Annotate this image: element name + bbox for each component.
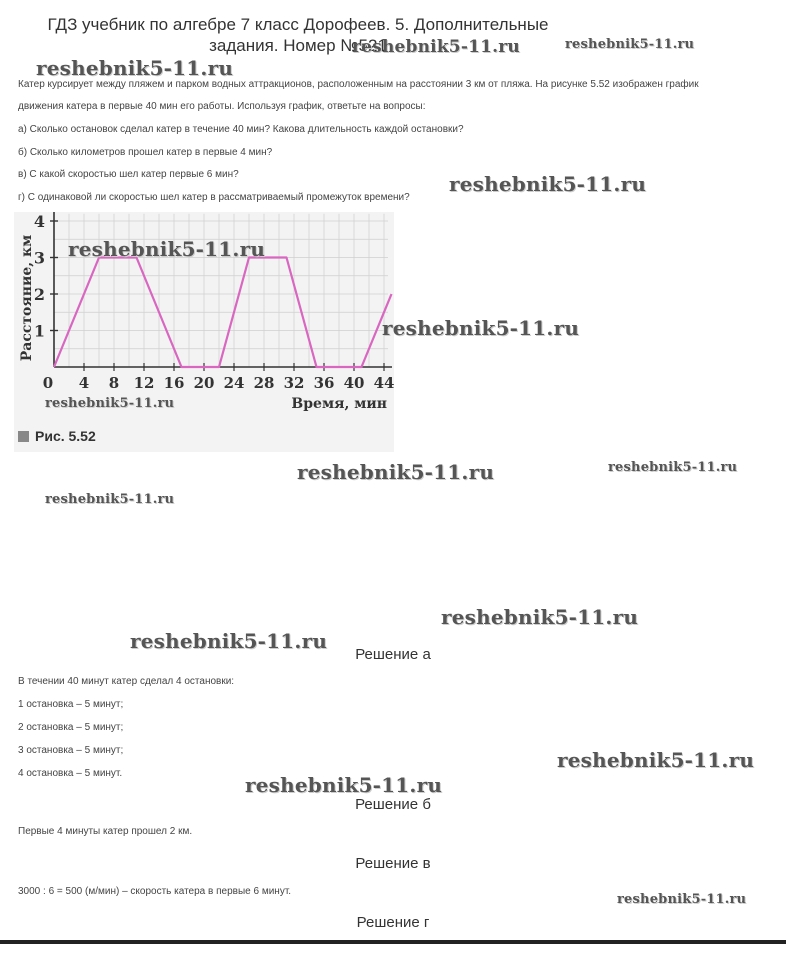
watermark: reshebnik5-11.ru: [565, 37, 695, 52]
x-tick-label: 32: [283, 374, 305, 392]
watermark: reshebnik5-11.ru: [608, 460, 738, 475]
watermark: reshebnik5-11.ru: [297, 460, 495, 484]
x-tick-label: 0: [42, 374, 54, 392]
bottom-divider: [0, 940, 786, 944]
solution-a-heading: Решение а: [355, 646, 431, 663]
solution-a-line: 1 остановка – 5 минут;: [18, 699, 124, 710]
intro-line-1: Катер курсирует между пляжем и парком водных аттракционов, расположенным на расстоянии 3 км от пляжа. На рисунке 5.52 изображен график: [18, 79, 699, 90]
x-tick-label: 16: [163, 374, 185, 392]
caption-marker-icon: [18, 431, 29, 442]
y-tick-label: 2: [33, 285, 45, 304]
y-tick-label: 3: [33, 248, 45, 268]
question-d: г) С одинаковой ли скоростью шел катер в рассматриваемый промежуток времени?: [18, 192, 410, 203]
solution-c-heading: Решение в: [355, 855, 431, 872]
watermark: reshebnik5-11.ru: [557, 748, 755, 772]
solution-b-text: Первые 4 минуты катер прошел 2 км.: [18, 826, 193, 837]
x-tick-label: 40: [343, 374, 365, 392]
x-tick-label: 44: [373, 374, 394, 392]
watermark: reshebnik5-11.ru: [68, 237, 266, 261]
watermark: reshebnik5-11.ru: [245, 773, 443, 797]
solution-b-heading: Решение б: [355, 796, 431, 813]
watermark: reshebnik5-11.ru: [441, 605, 639, 629]
solution-d-heading: Решение г: [356, 914, 430, 931]
watermark: reshebnik5-11.ru: [352, 37, 520, 57]
y-tick-label: 1: [33, 321, 45, 341]
x-tick-label: 28: [253, 374, 275, 392]
solution-a-line: 4 остановка – 5 минут.: [18, 768, 123, 779]
x-tick-label: 36: [313, 374, 335, 392]
watermark: reshebnik5-11.ru: [382, 316, 580, 340]
watermark: reshebnik5-11.ru: [45, 492, 175, 507]
y-axis-label: Расстояние, км: [19, 234, 35, 362]
question-a: а) Сколько остановок сделал катер в течение 40 мин? Какова длительность каждой остановки?: [18, 124, 464, 135]
question-b: б) Сколько километров прошел катер в первые 4 мин?: [18, 147, 273, 158]
x-tick-label: 12: [133, 374, 155, 392]
solution-a-line: В течении 40 минут катер сделал 4 остановки:: [18, 676, 235, 687]
solution-a-line: 3 остановка – 5 минут;: [18, 745, 124, 756]
solution-a-line: 2 остановка – 5 минут;: [18, 722, 124, 733]
x-tick-label: 8: [108, 374, 120, 392]
watermark: reshebnik5-11.ru: [36, 56, 234, 80]
x-tick-label: 4: [78, 374, 90, 392]
page-title: ГДЗ учебник по алгебре 7 класс Дорофеев. 5. Дополнительные задания. Номер №521: [47, 15, 549, 55]
watermark: reshebnik5-11.ru: [130, 629, 328, 653]
intro-line-2: движения катера в первые 40 мин его работы. Используя график, ответьте на вопросы:: [18, 101, 426, 112]
watermark: reshebnik5-11.ru: [449, 172, 647, 196]
x-tick-label: 24: [223, 374, 245, 392]
solution-c-text: 3000 : 6 = 500 (м/мин) – скорость катера в первые 6 минут.: [18, 886, 292, 897]
x-tick-label: 20: [193, 374, 215, 392]
figure-caption-text: Рис. 5.52: [35, 428, 96, 444]
watermark: reshebnik5-11.ru: [45, 396, 175, 411]
question-c: в) С какой скоростью шел катер первые 6 мин?: [18, 169, 239, 180]
figure-caption: [18, 428, 96, 444]
watermark: reshebnik5-11.ru: [617, 892, 747, 907]
y-tick-label: 4: [33, 212, 45, 231]
x-axis-label: Время, мин: [291, 396, 387, 412]
